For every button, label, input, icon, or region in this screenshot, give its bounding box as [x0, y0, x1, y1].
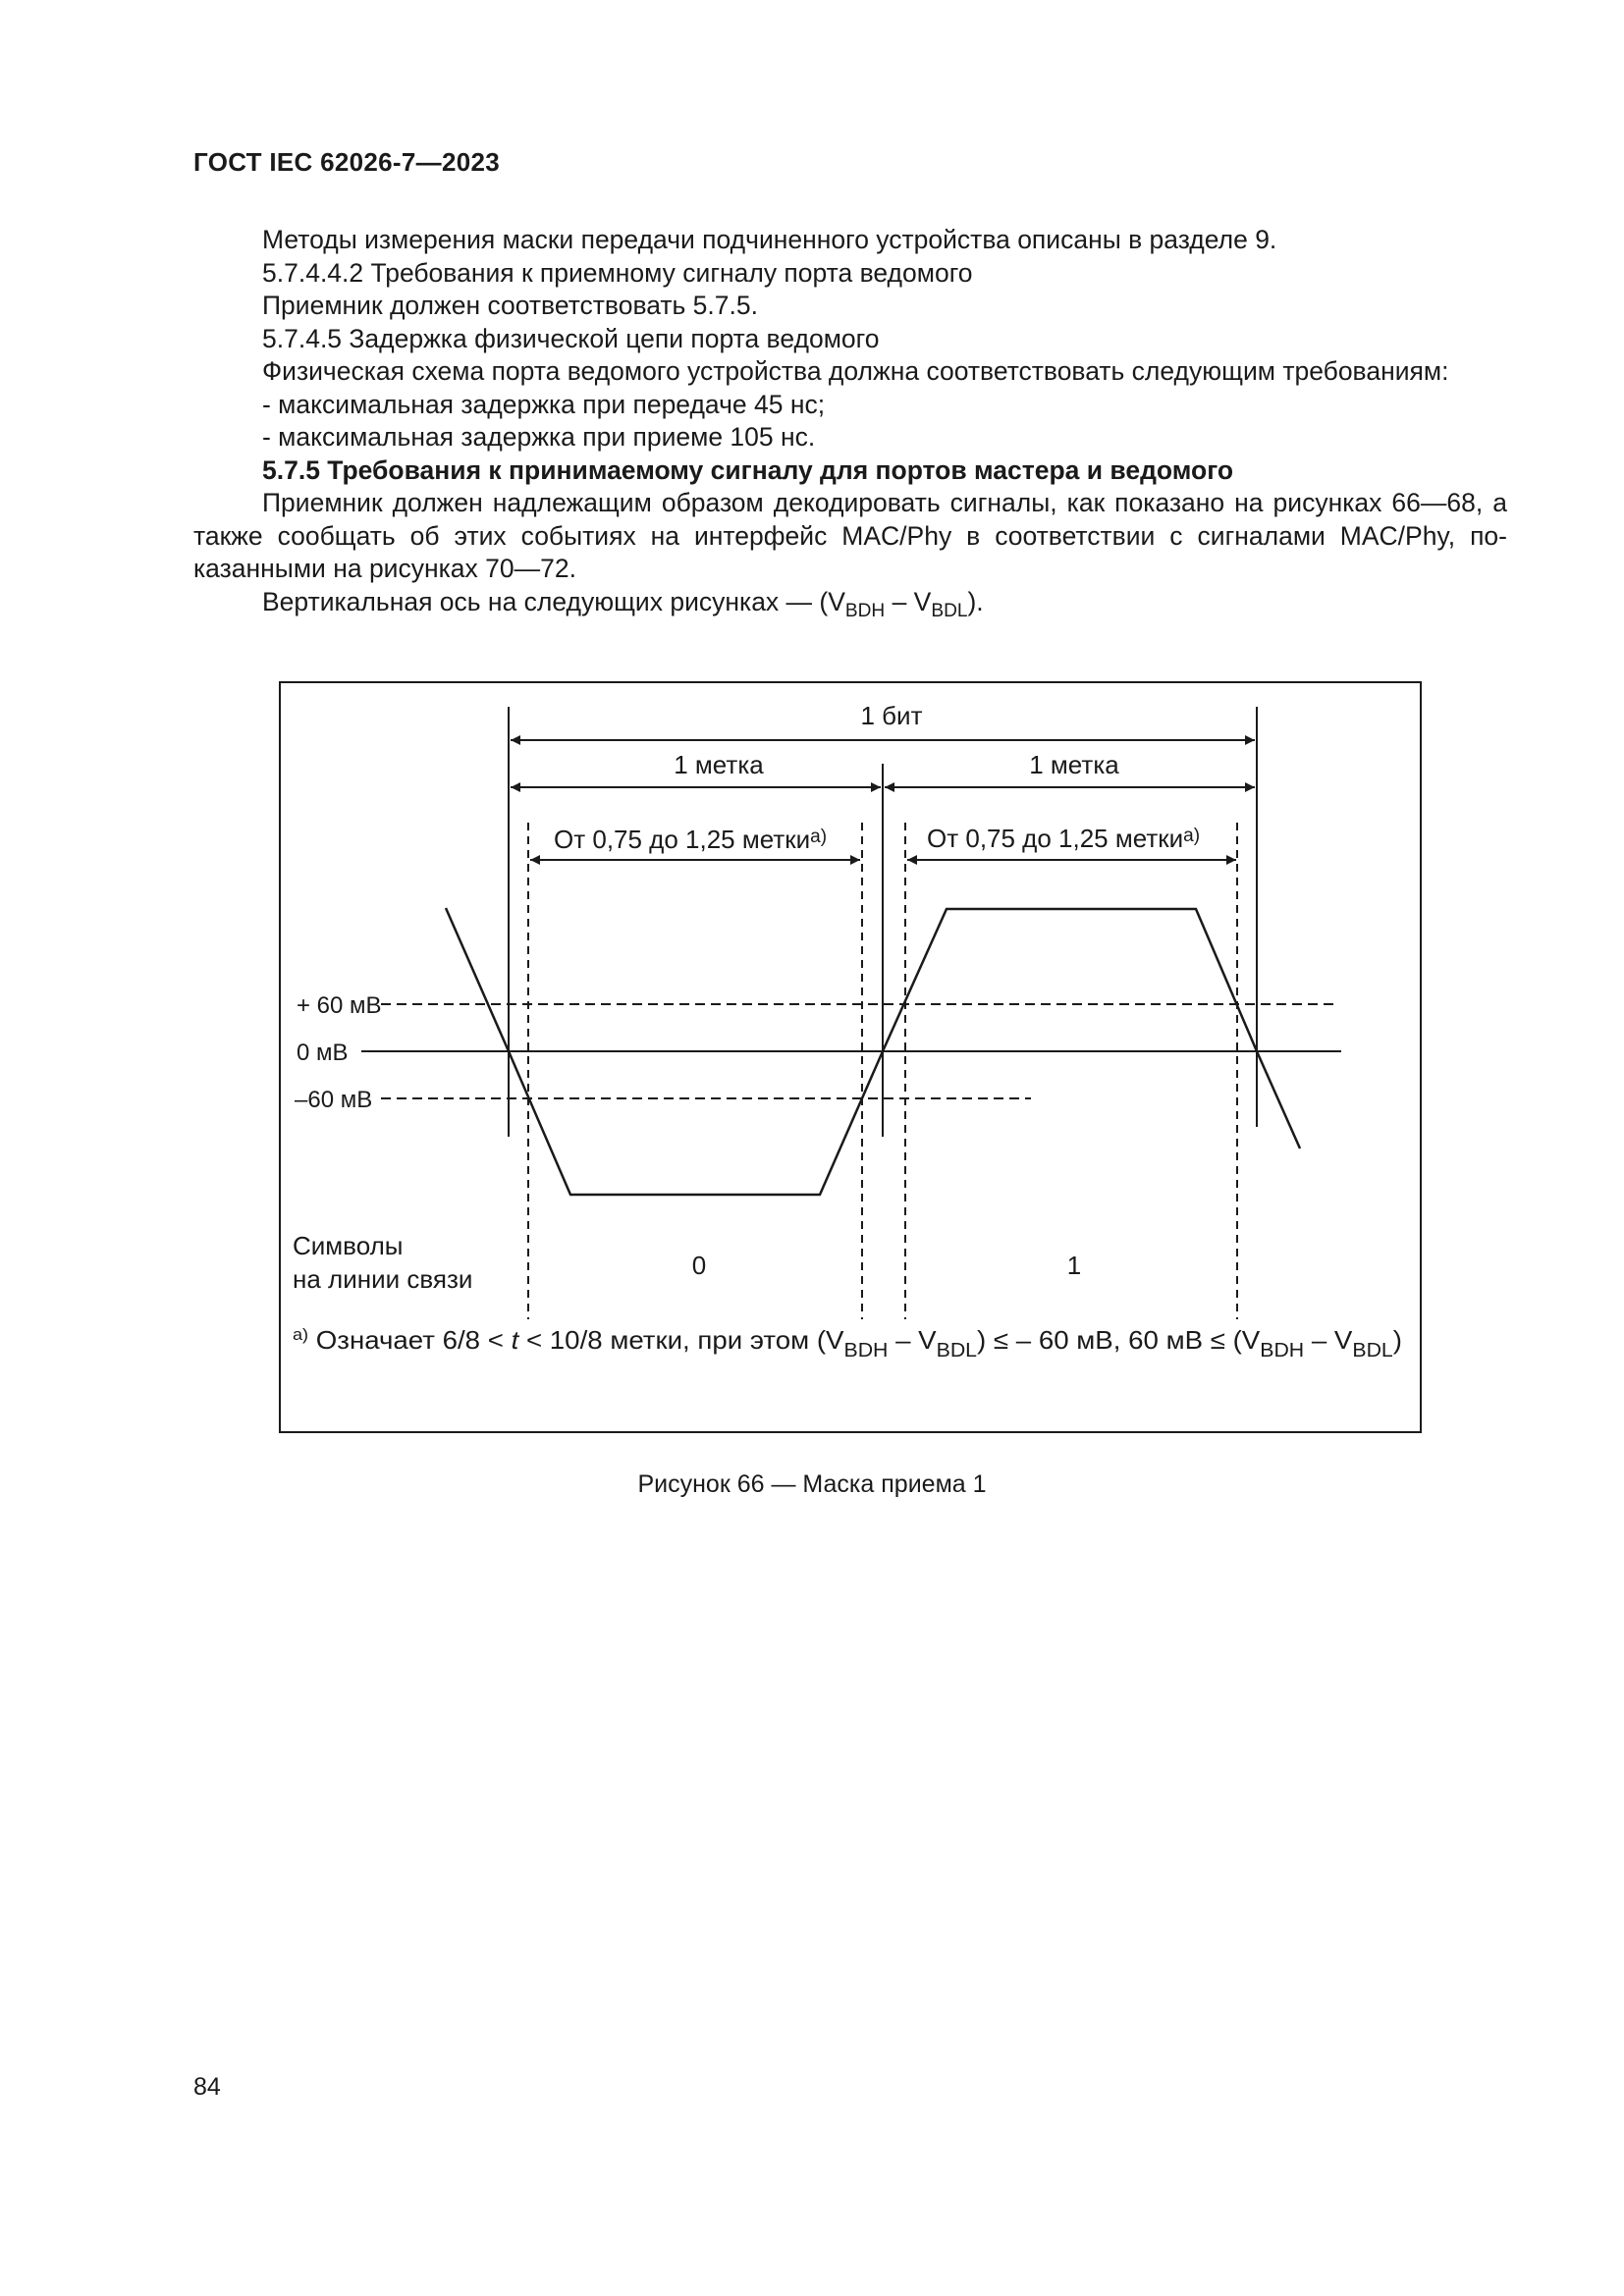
- footnote-text: ) ≤ – 60 мВ, 60 мВ ≤ (V: [977, 1325, 1243, 1355]
- level-label-zero: 0 мВ: [297, 1040, 349, 1066]
- subscript: BDH: [844, 600, 886, 621]
- text-run: Вертикальная ось на следующих рисунках — (V: [262, 586, 845, 616]
- mark-label-right: 1 метка: [1029, 750, 1119, 779]
- window-label-text: От 0,75 до 1,25 метки: [927, 824, 1184, 853]
- window-label-left: [554, 825, 827, 854]
- paragraph: Приемник должен соответствовать 5.7.5.: [262, 291, 758, 320]
- clause-heading: 5.7.4.4.2 Требования к приемному сигналу порта ведомого: [262, 257, 973, 288]
- footnote-text: ): [1392, 1325, 1402, 1355]
- paragraph: Методы измерения маски передачи подчиненного устройства описаны в разделе 9.: [262, 225, 1277, 254]
- bit-label: 1 бит: [860, 701, 923, 730]
- document-header: ГОСТ IEC 62026-7—2023: [193, 147, 500, 177]
- footnote-ref: a): [810, 827, 828, 847]
- receive-mask-diagram: [279, 681, 1422, 1433]
- list-item: - максимальная задержка при приеме 105 нс.: [262, 422, 816, 452]
- footnote-marker: a): [293, 1325, 308, 1344]
- symbol-1: 1: [1066, 1251, 1082, 1280]
- body-text: [193, 224, 1507, 621]
- level-label-minus-60: –60 мВ: [295, 1087, 373, 1113]
- window-label-right: [927, 824, 1200, 853]
- symbols-label-line1: Символы: [293, 1231, 404, 1260]
- footnote-subscript: BDL: [936, 1340, 975, 1362]
- section-heading: 5.7.5 Требования к принимаемому сигналу для портов мастера и ведомого: [262, 454, 1234, 485]
- figure-frame: [280, 682, 1421, 1432]
- footnote-italic-t: t: [511, 1325, 518, 1355]
- paragraph: Физическая схема порта ведомого устройства должна соответствовать следующим требованиям:: [262, 356, 1449, 386]
- footnote-text: < 10/8 метки, при этом (V: [518, 1325, 825, 1355]
- figure-caption: Рисунок 66 — Маска приема 1: [637, 1470, 987, 1498]
- symbol-0: 0: [691, 1251, 707, 1280]
- page-number: 84: [193, 2073, 221, 2101]
- footnote-text: Означает 6/8 <: [308, 1325, 500, 1355]
- mark-label-left: 1 метка: [674, 750, 764, 779]
- symbols-label-line2: на линии связи: [293, 1264, 473, 1294]
- figure-footnote: [293, 1325, 1402, 1362]
- paragraph-vertical-axis: [193, 586, 1507, 619]
- level-label-plus-60: + 60 мВ: [297, 992, 382, 1019]
- list-item: - максимальная задержка при передаче 45 нс;: [262, 389, 826, 419]
- clause-heading: 5.7.4.5 Задержка физической цепи порта ведомого: [262, 323, 880, 353]
- text-run: – V: [885, 586, 932, 616]
- subscript: BDL: [931, 600, 968, 621]
- footnote-text: – V: [888, 1325, 934, 1355]
- footnote-ref: a): [1183, 826, 1201, 846]
- footnote-subscript: BDH: [1260, 1340, 1302, 1362]
- footnote-subscript: BDH: [843, 1340, 886, 1362]
- text-run: ).: [967, 586, 984, 616]
- paragraph: Приемник должен надлежащим образом декодировать сигналы, как показано на рисунках 66—68, а также сообщать об этих событиях на интерфейс MAC/Phy в соответствии с сигналами MAC/Phy, показанными на рисунках 70—72.: [193, 488, 1507, 583]
- window-label-text: От 0,75 до 1,25 метки: [554, 825, 811, 854]
- footnote-subscript: BDL: [1352, 1340, 1391, 1362]
- footnote-text: – V: [1304, 1325, 1350, 1355]
- receive-mask-figure: [279, 681, 1422, 1433]
